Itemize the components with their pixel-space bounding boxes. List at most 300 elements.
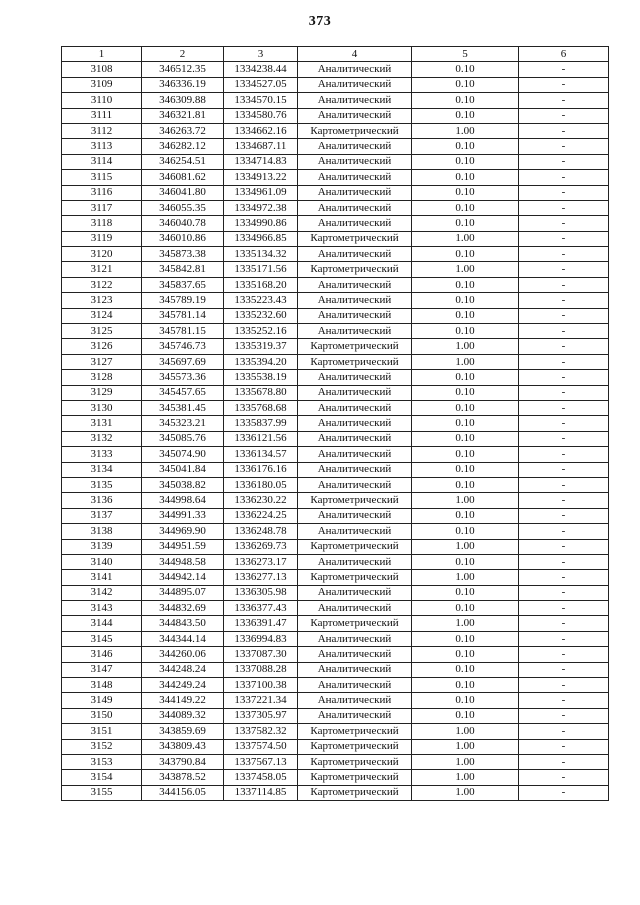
table-cell-note: - <box>519 708 609 723</box>
table-cell-note: - <box>519 585 609 600</box>
table-cell-coord-y: 1337567.13 <box>224 754 298 769</box>
table-row <box>62 524 609 539</box>
table-cell-note: - <box>519 216 609 231</box>
table-cell-method: Картометрический <box>298 770 412 785</box>
table-cell-point-number: 3129 <box>62 385 142 400</box>
table-cell-point-number: 3154 <box>62 770 142 785</box>
table-cell-accuracy: 1.00 <box>412 354 519 369</box>
table-cell-coord-x: 345085.76 <box>142 431 224 446</box>
table-cell-accuracy: 0.10 <box>412 678 519 693</box>
table-cell-accuracy: 0.10 <box>412 277 519 292</box>
table-cell-coord-y: 1335394.20 <box>224 354 298 369</box>
table-row <box>62 123 609 138</box>
table-cell-note: - <box>519 477 609 492</box>
table-cell-accuracy: 0.10 <box>412 216 519 231</box>
table-cell-coord-x: 345697.69 <box>142 354 224 369</box>
table-cell-coord-x: 346263.72 <box>142 123 224 138</box>
table-row <box>62 200 609 215</box>
table-cell-accuracy: 0.10 <box>412 170 519 185</box>
table-cell-coord-x: 344843.50 <box>142 616 224 631</box>
table-cell-note: - <box>519 539 609 554</box>
table-cell-coord-y: 1336230.22 <box>224 493 298 508</box>
table-cell-coord-y: 1337114.85 <box>224 785 298 800</box>
table-cell-note: - <box>519 493 609 508</box>
table-cell-method: Аналитический <box>298 185 412 200</box>
table-cell-coord-y: 1336277.13 <box>224 570 298 585</box>
table-cell-coord-x: 345323.21 <box>142 416 224 431</box>
table-cell-coord-y: 1337088.28 <box>224 662 298 677</box>
table-cell-coord-x: 346254.51 <box>142 154 224 169</box>
table-cell-note: - <box>519 631 609 646</box>
table-cell-note: - <box>519 170 609 185</box>
table-cell-coord-y: 1336391.47 <box>224 616 298 631</box>
table-cell-accuracy: 0.10 <box>412 200 519 215</box>
table-cell-point-number: 3151 <box>62 724 142 739</box>
table-cell-note: - <box>519 693 609 708</box>
table-cell-note: - <box>519 724 609 739</box>
table-cell-coord-x: 345789.19 <box>142 293 224 308</box>
table-cell-coord-y: 1335223.43 <box>224 293 298 308</box>
table-row <box>62 185 609 200</box>
table-cell-coord-y: 1336224.25 <box>224 508 298 523</box>
table-cell-accuracy: 1.00 <box>412 616 519 631</box>
table-cell-point-number: 3127 <box>62 354 142 369</box>
table-cell-method: Аналитический <box>298 385 412 400</box>
table-cell-method: Аналитический <box>298 477 412 492</box>
table-cell-method: Картометрический <box>298 616 412 631</box>
table-cell-method: Картометрический <box>298 785 412 800</box>
table-cell-method: Аналитический <box>298 416 412 431</box>
table-cell-note: - <box>519 431 609 446</box>
table-row <box>62 139 609 154</box>
table-row <box>62 308 609 323</box>
table-row <box>62 247 609 262</box>
table-cell-method: Аналитический <box>298 62 412 77</box>
table-cell-method: Аналитический <box>298 678 412 693</box>
table-cell-coord-x: 345041.84 <box>142 462 224 477</box>
table-cell-coord-x: 344942.14 <box>142 570 224 585</box>
table-cell-accuracy: 1.00 <box>412 739 519 754</box>
table-cell-accuracy: 1.00 <box>412 339 519 354</box>
table-cell-coord-y: 1337574.50 <box>224 739 298 754</box>
table-cell-coord-y: 1337087.30 <box>224 647 298 662</box>
table-row <box>62 154 609 169</box>
header-cell-col-5: 5 <box>412 47 519 62</box>
table-cell-coord-x: 345873.38 <box>142 247 224 262</box>
table-row <box>62 647 609 662</box>
table-cell-coord-x: 344895.07 <box>142 585 224 600</box>
table-cell-note: - <box>519 678 609 693</box>
table-cell-coord-y: 1334961.09 <box>224 185 298 200</box>
table-cell-note: - <box>519 185 609 200</box>
table-cell-accuracy: 0.10 <box>412 693 519 708</box>
table-cell-method: Аналитический <box>298 247 412 262</box>
table-row <box>62 431 609 446</box>
table-cell-note: - <box>519 277 609 292</box>
table-cell-accuracy: 0.10 <box>412 293 519 308</box>
table-cell-accuracy: 0.10 <box>412 400 519 415</box>
table-cell-accuracy: 1.00 <box>412 785 519 800</box>
table-row <box>62 754 609 769</box>
table-cell-coord-x: 346040.78 <box>142 216 224 231</box>
table-cell-accuracy: 0.10 <box>412 154 519 169</box>
table-cell-method: Аналитический <box>298 170 412 185</box>
header-cell-col-6: 6 <box>519 47 609 62</box>
table-cell-point-number: 3150 <box>62 708 142 723</box>
table-cell-note: - <box>519 93 609 108</box>
table-row <box>62 493 609 508</box>
header-cell-col-3: 3 <box>224 47 298 62</box>
table-row <box>62 477 609 492</box>
table-row <box>62 324 609 339</box>
table-cell-coord-y: 1336180.05 <box>224 477 298 492</box>
table-row <box>62 631 609 646</box>
table-cell-coord-y: 1334714.83 <box>224 154 298 169</box>
table-cell-accuracy: 1.00 <box>412 262 519 277</box>
table-cell-point-number: 3108 <box>62 62 142 77</box>
table-cell-point-number: 3137 <box>62 508 142 523</box>
table-cell-point-number: 3140 <box>62 554 142 569</box>
table-cell-point-number: 3128 <box>62 370 142 385</box>
table-cell-accuracy: 0.10 <box>412 62 519 77</box>
table-cell-note: - <box>519 447 609 462</box>
table-row <box>62 339 609 354</box>
table-cell-coord-x: 343790.84 <box>142 754 224 769</box>
table-cell-accuracy: 0.10 <box>412 554 519 569</box>
table-row <box>62 724 609 739</box>
table-row <box>62 293 609 308</box>
table-cell-note: - <box>519 354 609 369</box>
header-cell-col-1: 1 <box>62 47 142 62</box>
table-cell-coord-x: 345573.36 <box>142 370 224 385</box>
table-cell-coord-x: 344260.06 <box>142 647 224 662</box>
table-cell-method: Картометрический <box>298 354 412 369</box>
table-cell-coord-x: 344991.33 <box>142 508 224 523</box>
table-row <box>62 708 609 723</box>
table-cell-coord-x: 345074.90 <box>142 447 224 462</box>
table-cell-coord-y: 1335319.37 <box>224 339 298 354</box>
table-cell-coord-x: 344149.22 <box>142 693 224 708</box>
table-cell-accuracy: 1.00 <box>412 123 519 138</box>
table-cell-accuracy: 0.10 <box>412 77 519 92</box>
table-cell-coord-y: 1334527.05 <box>224 77 298 92</box>
table-cell-note: - <box>519 108 609 123</box>
table-cell-method: Аналитический <box>298 524 412 539</box>
table-cell-coord-x: 345837.65 <box>142 277 224 292</box>
table-cell-coord-x: 344249.24 <box>142 678 224 693</box>
table-cell-method: Картометрический <box>298 539 412 554</box>
table-row <box>62 462 609 477</box>
table-cell-accuracy: 0.10 <box>412 477 519 492</box>
table-cell-note: - <box>519 123 609 138</box>
table-cell-note: - <box>519 462 609 477</box>
table-cell-coord-x: 343859.69 <box>142 724 224 739</box>
table-cell-coord-x: 346321.81 <box>142 108 224 123</box>
table-row <box>62 616 609 631</box>
table-cell-point-number: 3115 <box>62 170 142 185</box>
table-cell-point-number: 3153 <box>62 754 142 769</box>
table-cell-note: - <box>519 324 609 339</box>
table-cell-coord-y: 1334238.44 <box>224 62 298 77</box>
table-cell-note: - <box>519 77 609 92</box>
table-cell-point-number: 3118 <box>62 216 142 231</box>
table-cell-point-number: 3133 <box>62 447 142 462</box>
table-cell-note: - <box>519 739 609 754</box>
table-cell-method: Картометрический <box>298 231 412 246</box>
table-cell-point-number: 3131 <box>62 416 142 431</box>
coordinates-table <box>61 46 609 801</box>
table-cell-coord-x: 346010.86 <box>142 231 224 246</box>
table-cell-coord-x: 344948.58 <box>142 554 224 569</box>
table-cell-coord-x: 344248.24 <box>142 662 224 677</box>
table-cell-coord-y: 1337582.32 <box>224 724 298 739</box>
table-cell-coord-x: 346282.12 <box>142 139 224 154</box>
table-cell-note: - <box>519 231 609 246</box>
table-cell-coord-y: 1334990.86 <box>224 216 298 231</box>
table-cell-method: Аналитический <box>298 585 412 600</box>
table-cell-coord-y: 1337100.38 <box>224 678 298 693</box>
table-cell-coord-x: 346041.80 <box>142 185 224 200</box>
table-cell-coord-y: 1335168.20 <box>224 277 298 292</box>
table-cell-method: Аналитический <box>298 708 412 723</box>
table-cell-coord-y: 1335678.80 <box>224 385 298 400</box>
table-cell-point-number: 3148 <box>62 678 142 693</box>
table-cell-point-number: 3114 <box>62 154 142 169</box>
table-cell-point-number: 3141 <box>62 570 142 585</box>
table-cell-accuracy: 1.00 <box>412 493 519 508</box>
table-cell-method: Аналитический <box>298 647 412 662</box>
table-cell-accuracy: 1.00 <box>412 231 519 246</box>
table-cell-accuracy: 1.00 <box>412 570 519 585</box>
table-cell-point-number: 3149 <box>62 693 142 708</box>
table-cell-point-number: 3126 <box>62 339 142 354</box>
table-cell-coord-y: 1336248.78 <box>224 524 298 539</box>
table-cell-coord-y: 1336305.98 <box>224 585 298 600</box>
table-cell-coord-x: 344998.64 <box>142 493 224 508</box>
table-cell-accuracy: 0.10 <box>412 647 519 662</box>
table-cell-method: Аналитический <box>298 662 412 677</box>
table-cell-coord-y: 1336134.57 <box>224 447 298 462</box>
table-cell-accuracy: 0.10 <box>412 447 519 462</box>
table-cell-note: - <box>519 662 609 677</box>
table-cell-note: - <box>519 416 609 431</box>
table-cell-method: Картометрический <box>298 262 412 277</box>
table-cell-point-number: 3138 <box>62 524 142 539</box>
table-cell-point-number: 3113 <box>62 139 142 154</box>
table-cell-method: Аналитический <box>298 508 412 523</box>
table-cell-note: - <box>519 785 609 800</box>
table-cell-point-number: 3134 <box>62 462 142 477</box>
table-cell-accuracy: 0.10 <box>412 385 519 400</box>
table-cell-method: Аналитический <box>298 554 412 569</box>
table-cell-coord-x: 345746.73 <box>142 339 224 354</box>
header-cell-col-4: 4 <box>298 47 412 62</box>
table-row <box>62 447 609 462</box>
table-cell-point-number: 3147 <box>62 662 142 677</box>
table-cell-note: - <box>519 339 609 354</box>
table-cell-method: Аналитический <box>298 77 412 92</box>
table-row <box>62 570 609 585</box>
table-cell-method: Аналитический <box>298 200 412 215</box>
table-cell-accuracy: 0.10 <box>412 324 519 339</box>
table-cell-coord-x: 344156.05 <box>142 785 224 800</box>
table-cell-point-number: 3144 <box>62 616 142 631</box>
table-cell-coord-y: 1334570.15 <box>224 93 298 108</box>
table-cell-coord-y: 1336269.73 <box>224 539 298 554</box>
table-cell-note: - <box>519 647 609 662</box>
table-cell-coord-x: 345457.65 <box>142 385 224 400</box>
table-cell-note: - <box>519 601 609 616</box>
table-row <box>62 370 609 385</box>
table-cell-method: Картометрический <box>298 339 412 354</box>
table-cell-point-number: 3125 <box>62 324 142 339</box>
table-cell-accuracy: 0.10 <box>412 524 519 539</box>
table-cell-coord-y: 1336121.56 <box>224 431 298 446</box>
table-cell-method: Картометрический <box>298 754 412 769</box>
table-cell-accuracy: 0.10 <box>412 108 519 123</box>
table-cell-point-number: 3119 <box>62 231 142 246</box>
table-cell-method: Аналитический <box>298 154 412 169</box>
table-row <box>62 662 609 677</box>
table-cell-point-number: 3135 <box>62 477 142 492</box>
table-row <box>62 77 609 92</box>
table-cell-accuracy: 0.10 <box>412 308 519 323</box>
table-cell-point-number: 3136 <box>62 493 142 508</box>
table-cell-point-number: 3142 <box>62 585 142 600</box>
table-cell-note: - <box>519 262 609 277</box>
table-cell-coord-x: 345842.81 <box>142 262 224 277</box>
table-cell-accuracy: 0.10 <box>412 370 519 385</box>
table-row <box>62 554 609 569</box>
table-cell-coord-x: 343878.52 <box>142 770 224 785</box>
table-cell-method: Аналитический <box>298 324 412 339</box>
table-cell-accuracy: 0.10 <box>412 601 519 616</box>
table-row <box>62 108 609 123</box>
table-row <box>62 62 609 77</box>
table-row <box>62 693 609 708</box>
table-row <box>62 678 609 693</box>
table-row <box>62 770 609 785</box>
table-cell-accuracy: 0.10 <box>412 708 519 723</box>
table-cell-coord-y: 1335768.68 <box>224 400 298 415</box>
table-cell-accuracy: 0.10 <box>412 508 519 523</box>
table-cell-coord-x: 346336.19 <box>142 77 224 92</box>
table-cell-accuracy: 0.10 <box>412 585 519 600</box>
table-cell-coord-y: 1334687.11 <box>224 139 298 154</box>
table-cell-note: - <box>519 400 609 415</box>
table-cell-method: Аналитический <box>298 308 412 323</box>
table-cell-coord-x: 345038.82 <box>142 477 224 492</box>
table-cell-coord-y: 1334913.22 <box>224 170 298 185</box>
table-cell-coord-y: 1334966.85 <box>224 231 298 246</box>
table-cell-accuracy: 0.10 <box>412 431 519 446</box>
page-number: 373 <box>308 14 332 29</box>
table-cell-coord-y: 1336377.43 <box>224 601 298 616</box>
table-cell-method: Аналитический <box>298 370 412 385</box>
header-cell-col-2: 2 <box>142 47 224 62</box>
table-cell-method: Картометрический <box>298 123 412 138</box>
table-cell-point-number: 3109 <box>62 77 142 92</box>
table-row <box>62 739 609 754</box>
table-cell-accuracy: 1.00 <box>412 770 519 785</box>
table-cell-note: - <box>519 554 609 569</box>
table-cell-point-number: 3139 <box>62 539 142 554</box>
table-cell-coord-x: 346055.35 <box>142 200 224 215</box>
table-cell-accuracy: 0.10 <box>412 416 519 431</box>
table-cell-coord-y: 1335837.99 <box>224 416 298 431</box>
table-cell-point-number: 3152 <box>62 739 142 754</box>
table-cell-point-number: 3112 <box>62 123 142 138</box>
table-cell-point-number: 3124 <box>62 308 142 323</box>
table-row <box>62 585 609 600</box>
table-row <box>62 400 609 415</box>
table-row <box>62 601 609 616</box>
table-cell-method: Аналитический <box>298 431 412 446</box>
table-cell-note: - <box>519 524 609 539</box>
table-cell-accuracy: 0.10 <box>412 462 519 477</box>
table-row <box>62 508 609 523</box>
table-row <box>62 93 609 108</box>
table-cell-coord-x: 343809.43 <box>142 739 224 754</box>
table-cell-coord-y: 1334580.76 <box>224 108 298 123</box>
table-cell-point-number: 3123 <box>62 293 142 308</box>
table-cell-point-number: 3110 <box>62 93 142 108</box>
table-cell-coord-y: 1335171.56 <box>224 262 298 277</box>
table-cell-accuracy: 0.10 <box>412 139 519 154</box>
table-cell-point-number: 3120 <box>62 247 142 262</box>
table-row <box>62 170 609 185</box>
table-cell-method: Аналитический <box>298 93 412 108</box>
table-cell-method: Картометрический <box>298 493 412 508</box>
table-cell-coord-x: 344344.14 <box>142 631 224 646</box>
table-row <box>62 262 609 277</box>
table-cell-point-number: 3122 <box>62 277 142 292</box>
table-header <box>62 47 609 62</box>
table-cell-method: Аналитический <box>298 108 412 123</box>
table-cell-note: - <box>519 308 609 323</box>
table-cell-coord-y: 1336176.16 <box>224 462 298 477</box>
table-cell-method: Аналитический <box>298 462 412 477</box>
table-cell-coord-x: 346512.35 <box>142 62 224 77</box>
table-cell-point-number: 3111 <box>62 108 142 123</box>
table-cell-note: - <box>519 754 609 769</box>
table-cell-accuracy: 1.00 <box>412 539 519 554</box>
table-cell-accuracy: 0.10 <box>412 631 519 646</box>
table-cell-note: - <box>519 62 609 77</box>
table-cell-method: Аналитический <box>298 216 412 231</box>
table-row <box>62 354 609 369</box>
table-cell-point-number: 3146 <box>62 647 142 662</box>
table-cell-method: Картометрический <box>298 724 412 739</box>
table-cell-accuracy: 1.00 <box>412 754 519 769</box>
table-cell-coord-y: 1336994.83 <box>224 631 298 646</box>
table-cell-method: Аналитический <box>298 693 412 708</box>
table-cell-coord-x: 345381.45 <box>142 400 224 415</box>
table-cell-accuracy: 0.10 <box>412 185 519 200</box>
table-cell-note: - <box>519 154 609 169</box>
table-cell-note: - <box>519 508 609 523</box>
table-cell-coord-y: 1335252.16 <box>224 324 298 339</box>
table-cell-coord-x: 345781.14 <box>142 308 224 323</box>
table-cell-coord-y: 1336273.17 <box>224 554 298 569</box>
table-row <box>62 231 609 246</box>
table-cell-coord-y: 1337458.05 <box>224 770 298 785</box>
table-cell-note: - <box>519 616 609 631</box>
table-cell-coord-y: 1337221.34 <box>224 693 298 708</box>
table-row <box>62 539 609 554</box>
table-cell-method: Аналитический <box>298 631 412 646</box>
table-cell-note: - <box>519 139 609 154</box>
